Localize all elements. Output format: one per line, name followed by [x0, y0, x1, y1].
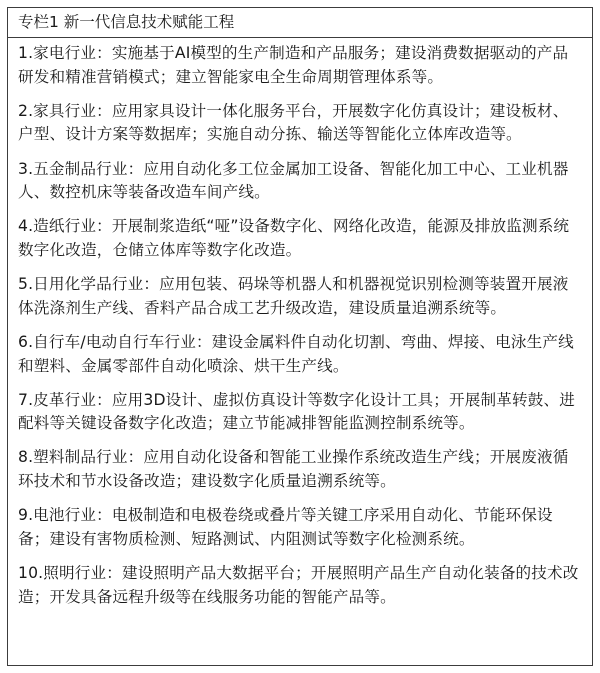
list-item: 10.照明行业：建设照明产品大数据平台；开展照明产品生产自动化装备的技术改造；开发具备远程升级等在线服务功能的智能产品等。 [18, 564, 579, 606]
list-item: 9.电池行业：电极制造和电极卷绕或叠片等关键工序采用自动化、节能环保设备；建设有害物质检测、短路测试、内阻测试等数字化检测系统。 [18, 506, 553, 548]
column-box [7, 7, 593, 666]
list-item: 7.皮革行业：应用3D设计、虚拟仿真设计等数字化设计工具；开展制革转鼓、进配料等关键设备数字化改造；建立节能减排智能监测控制系统等。 [18, 390, 575, 433]
list-item: 3.五金制品行业：应用自动化多工位金属加工设备、智能化加工中心、工业机器人、数控机床等装备改造车间产线。 [18, 159, 569, 202]
item-list [8, 38, 592, 609]
list-item: 6.自行车/电动自行车行业：建设金属料件自动化切割、弯曲、焊接、电泳生产线和塑料、金属零部件自动化喷涂、烘干生产线。 [18, 332, 574, 375]
list-item: 4.造纸行业：开展制浆造纸“哑”设备数字化、网络化改造，能源及排放监测系统数字化改造，仓储立体库等数字化改造。 [18, 217, 570, 259]
list-item: 1.家电行业：实施基于AI模型的生产制造和产品服务；建设消费数据驱动的产品研发和精准营销模式；建立智能家电全生命周期管理体系等。 [18, 44, 569, 86]
list-item: 8.塑料制品行业：应用自动化设备和智能工业操作系统改造生产线；开展废液循环技术和节水设备改造；建设数字化质量追溯系统等。 [18, 448, 569, 491]
list-item: 5.日用化学品行业：应用包装、码垛等机器人和机器视觉识别检测等装置开展液体洗涤剂生产线、香料产品合成工艺升级改造，建设质量追溯系统等。 [18, 275, 569, 317]
box-title: 专栏1 新一代信息技术赋能工程 [8, 8, 592, 38]
list-item: 2.家具行业：应用家具设计一体化服务平台，开展数字化仿真设计；建设板材、户型、设计方案等数据库；实施自动分拣、输送等智能化立体库改造等。 [18, 101, 569, 144]
